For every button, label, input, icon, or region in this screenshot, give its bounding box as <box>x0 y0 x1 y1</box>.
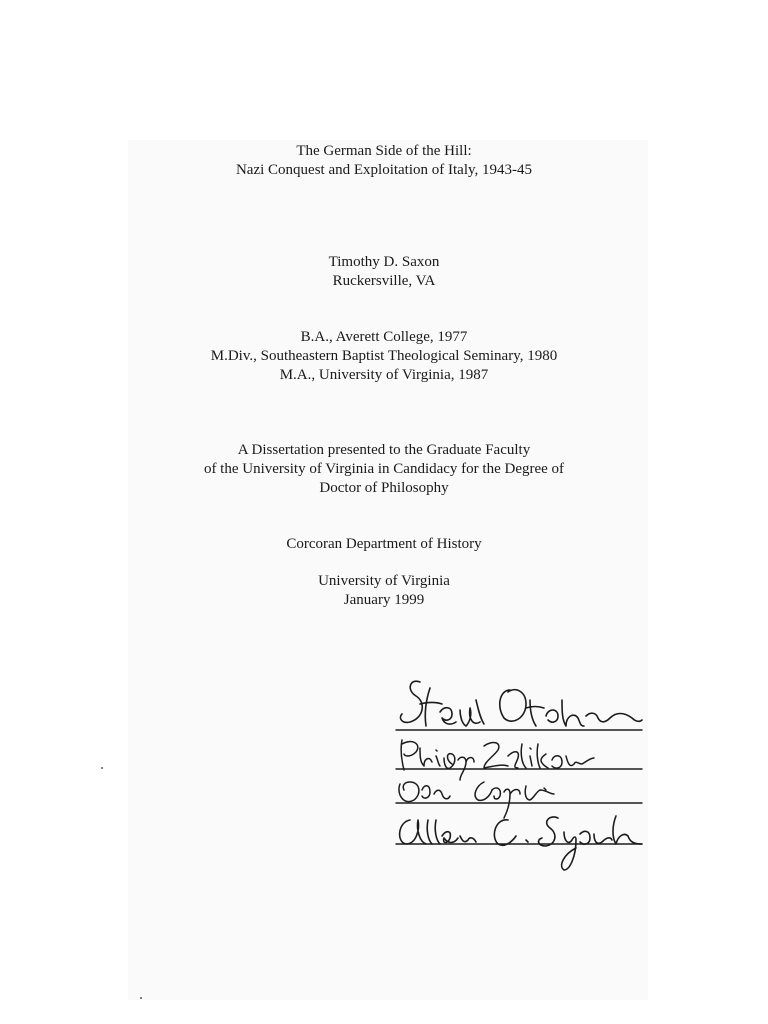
statement-line-1: A Dissertation presented to the Graduate Faculty <box>237 442 531 458</box>
dissertation-title <box>0 142 768 180</box>
university-name: University of Virginia <box>318 573 450 589</box>
degree-list <box>0 328 768 385</box>
author-location: Ruckersville, VA <box>332 273 436 289</box>
department-name <box>0 535 768 554</box>
title-line-2: Nazi Conquest and Exploitation of Italy, 1943-45 <box>235 162 533 178</box>
statement-line-3: Doctor of Philosophy <box>319 480 449 496</box>
signature-3 <box>399 782 554 818</box>
statement-line-2: of the University of Virginia in Candidacy for the Degree of <box>203 461 565 477</box>
signature-2 <box>401 740 594 780</box>
committee-signatures <box>380 660 660 880</box>
dissertation-statement <box>0 441 768 498</box>
signature-strokes <box>380 660 660 880</box>
author-name: Timothy D. Saxon <box>328 254 440 270</box>
university-and-date <box>0 572 768 610</box>
degree-mdiv: M.Div., Southeastern Baptist Theological Seminary, 1980 <box>210 348 558 364</box>
department-label: Corcoran Department of History <box>286 536 482 552</box>
signature-1 <box>400 681 642 726</box>
degree-ma: M.A., University of Virginia, 1987 <box>279 367 489 383</box>
signature-4 <box>400 816 642 870</box>
submission-date: January 1999 <box>343 592 425 608</box>
degree-ba: B.A., Averett College, 1977 <box>300 329 468 345</box>
title-line-1: The German Side of the Hill: <box>296 143 472 159</box>
scan-speck-bottom <box>140 997 142 999</box>
scan-speck-left <box>101 767 103 769</box>
author-info <box>0 253 768 291</box>
